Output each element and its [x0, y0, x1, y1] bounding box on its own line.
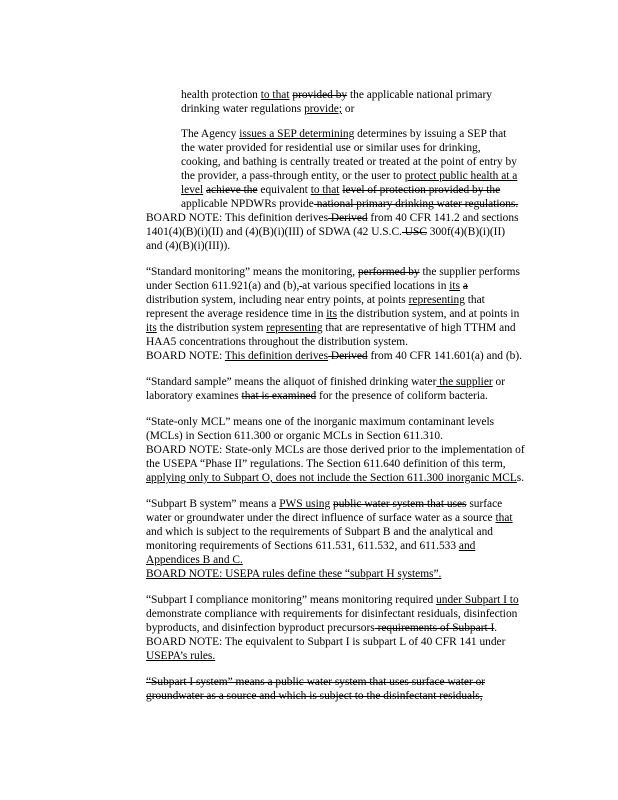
inserted-text: Appendices B and C. [146, 554, 243, 566]
text-line [181, 183, 500, 197]
deleted-text: performed by [357, 266, 420, 278]
text-run: equivalent [257, 184, 311, 196]
text-run: “Subpart B system” means a [146, 498, 280, 510]
text-run: the provider, a pass-through entity, or the user to [181, 170, 405, 182]
text-line [146, 675, 485, 689]
inserted-text: issues a SEP determining [239, 128, 355, 140]
deleted-text: a [462, 280, 468, 292]
inserted-text: under Subpart I to [436, 594, 519, 606]
text-run: or [342, 103, 355, 115]
text-run: from 40 CFR 141.601(a) and (b). [367, 350, 522, 362]
inserted-text: its [449, 280, 461, 292]
text-run: demonstrate compliance with requirements for disinfectant residuals, disinfection [146, 608, 518, 620]
text-line [146, 429, 443, 443]
text-line [146, 471, 524, 485]
text-line [146, 279, 468, 293]
text-line [181, 169, 517, 183]
text-run: 300f(4)(B)(i)(II) [426, 226, 506, 238]
text-run: the distribution system, and at points in [337, 308, 520, 320]
inserted-text: to that [310, 184, 340, 196]
inserted-text: BOARD NOTE: USEPA rules define these “subpart H systems”. [146, 568, 442, 580]
text-run: and which is subject to the requirements of Subpart B and the analytical and [146, 526, 494, 538]
text-run: that [464, 294, 485, 306]
deleted-text: “Subpart I system” means a public water system that uses surface water or [146, 676, 486, 688]
text-run: “Standard sample” means the aliquot of finished drinking water [146, 376, 437, 388]
text-run: . [494, 622, 498, 634]
text-run: monitoring requirements of Sections 611.531, 611.532, and 611.533 [146, 540, 459, 552]
text-run: the water provided for residential use or similar uses for drinking, [181, 142, 481, 154]
text-line [146, 635, 505, 649]
text-line [181, 127, 506, 141]
text-run: “Subpart I compliance monitoring” means monitoring required [146, 594, 437, 606]
text-run: byproducts, and disinfection byproduct precursors [146, 622, 375, 634]
text-run: s. [516, 472, 525, 484]
text-run: water or groundwater under the direct influence of surface water as a source [146, 512, 496, 524]
inserted-text: protect public health at a [404, 170, 518, 182]
text-line [181, 141, 481, 155]
inserted-text: to that [260, 89, 290, 101]
text-run: “State-only MCL” means one of the inorganic maximum contaminant levels [146, 416, 495, 428]
text-run: represent the average residence time in [146, 308, 327, 320]
text-line [146, 349, 522, 363]
text-run: (MCLs) in Section 611.300 or organic MCLs in Section 611.310. [146, 430, 443, 442]
text-run: and (4)(B)(i)(III)). [146, 240, 231, 252]
text-line [146, 389, 488, 403]
inserted-text: its [326, 308, 338, 320]
text-line [146, 211, 519, 225]
inserted-text: the supplier [436, 376, 493, 388]
text-line [146, 265, 520, 279]
text-line [146, 239, 230, 253]
deleted-text: Derived [328, 212, 368, 224]
text-line [181, 102, 354, 116]
text-line [146, 593, 519, 607]
text-run: 1401(4)(B)(i)(II) and (4)(B)(i)(III) of SDWA (42 U.S.C. [146, 226, 402, 238]
text-line [146, 607, 517, 621]
text-run: for the presence of coliform bacteria. [316, 390, 488, 402]
text-run: HAA5 concentrations throughout the distribution system. [146, 336, 408, 348]
text-line [146, 511, 513, 525]
deleted-text: national primary drinking water regulations. [313, 198, 519, 210]
text-run: the supplier performs [419, 266, 520, 278]
text-run: from 40 CFR 141.2 and sections [367, 212, 519, 224]
text-line [181, 197, 518, 211]
text-run: surface [466, 498, 503, 510]
inserted-text: applying only to Subpart O, does not include the Section 611.300 inorganic MCL [146, 472, 517, 484]
text-run: the distribution system [156, 322, 267, 334]
text-line [146, 335, 408, 349]
text-line [181, 88, 492, 102]
inserted-text: This definition derives [224, 350, 329, 362]
text-run: BOARD NOTE: State-only MCLs are those derived prior to the implementation of [146, 444, 525, 456]
text-run: cooking, and bathing is centrally treated or treated at the point of entry by [181, 156, 517, 168]
text-run: distribution system, including near entry points, at points [146, 294, 409, 306]
deleted-text: Derived [328, 350, 368, 362]
inserted-text: that [495, 512, 513, 524]
text-line [146, 539, 475, 553]
text-line [146, 621, 497, 635]
text-line [146, 293, 485, 307]
text-line [146, 321, 516, 335]
text-run: laboratory examines [146, 390, 242, 402]
deleted-text: that is examined [241, 390, 317, 402]
deleted-text: achieve the [206, 184, 258, 196]
deleted-text: provided by [292, 89, 348, 101]
text-run: BOARD NOTE: The equivalent to Subpart I is subpart L of 40 CFR 141 under [146, 636, 506, 648]
text-run: health protection [181, 89, 261, 101]
text-run: “Standard monitoring” means the monitoring, [146, 266, 358, 278]
text-line [146, 649, 215, 663]
text-run: the applicable national primary [347, 89, 492, 101]
deleted-text: the [483, 184, 501, 196]
inserted-text: and [458, 540, 476, 552]
deleted-text: requirements of Subpart I [374, 622, 495, 634]
text-line [146, 525, 493, 539]
text-line [146, 415, 494, 429]
text-run: BOARD NOTE: This definition derives [146, 212, 329, 224]
text-line [146, 689, 483, 703]
text-run: drinking water regulations [181, 103, 305, 115]
text-run: applicable NPDWRs provide [181, 198, 314, 210]
inserted-text: its [146, 322, 157, 334]
text-run: under Section 611.921(a) and (b), [146, 280, 300, 292]
deleted-text: level of protection provided by [342, 184, 484, 196]
text-line [146, 375, 505, 389]
text-run: at various specified locations in [302, 280, 450, 292]
inserted-text: representing [266, 322, 323, 334]
text-line [181, 155, 517, 169]
inserted-text: PWS using [279, 498, 331, 510]
text-run: the USEPA “Phase II” regulations. The Section 611.640 definition of this term, [146, 458, 506, 470]
deleted-text: public water system that uses [333, 498, 467, 510]
text-run: determines by issuing a SEP that [354, 128, 507, 140]
text-run: or [492, 376, 506, 388]
inserted-text: representing [408, 294, 465, 306]
text-line [146, 553, 243, 567]
text-line [146, 307, 519, 321]
deleted-text: groundwater as a source and which is subject to the disinfectant residuals, [146, 690, 483, 702]
text-line [146, 567, 441, 581]
inserted-text: level [181, 184, 204, 196]
text-line [146, 497, 502, 511]
text-run: The Agency [181, 128, 240, 140]
text-line [146, 225, 505, 239]
deleted-text: USC [401, 226, 427, 238]
text-line [146, 443, 525, 457]
inserted-text: provide; [304, 103, 343, 115]
text-run: that are representative of high TTHM and [322, 322, 516, 334]
text-run: BOARD NOTE: [146, 350, 225, 362]
inserted-text: USEPA’s rules. [146, 650, 216, 662]
text-line [146, 457, 506, 471]
